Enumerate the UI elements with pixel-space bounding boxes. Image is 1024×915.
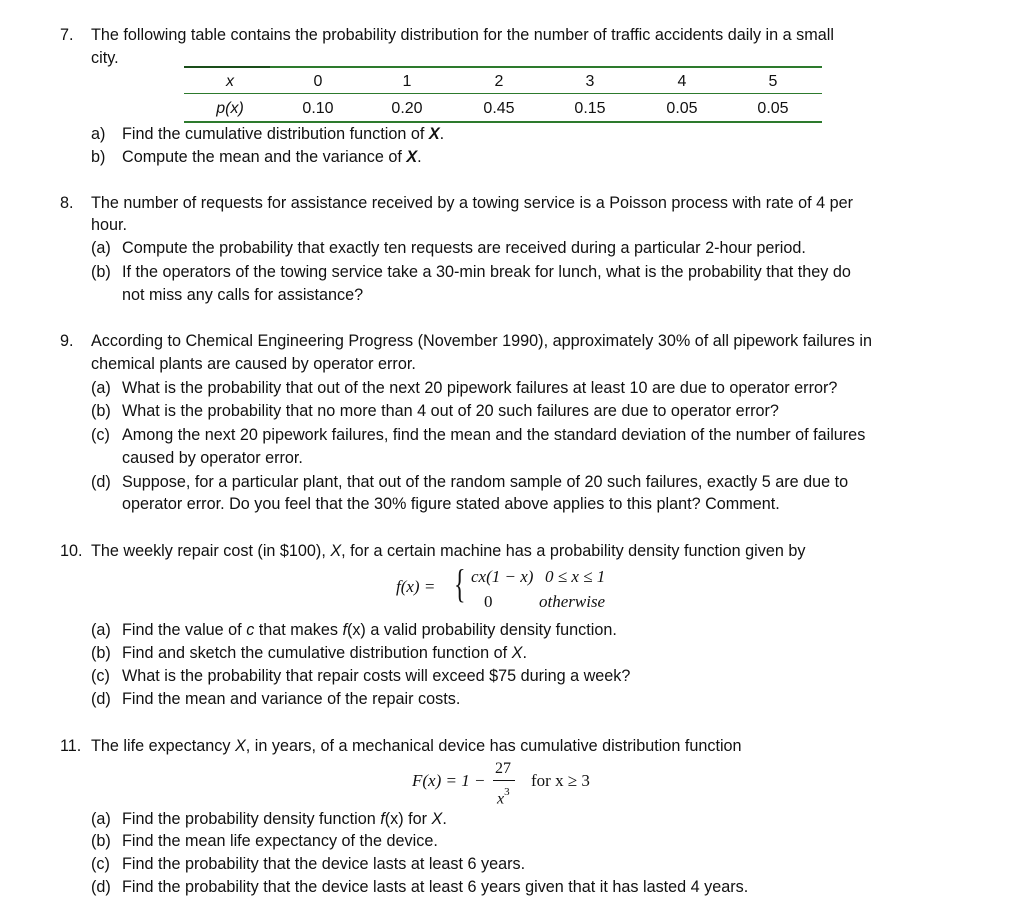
part-text-span: . (442, 810, 447, 828)
formula-denominator (497, 784, 510, 809)
formula-lhs: f(x) = (396, 577, 436, 596)
question-number: 8. (60, 194, 74, 212)
table-cell: 0.10 (302, 100, 334, 117)
question-text-span: The life expectancy (91, 737, 235, 755)
table-cell: 0.05 (757, 100, 789, 117)
part-label: (d) (91, 878, 111, 896)
part-text-span: Find the probability density function (122, 810, 381, 828)
formula-condition: for x ≥ 3 (531, 771, 590, 790)
formula-lhs: F(x) = 1 − (412, 771, 486, 790)
part-text-span: (x) for (384, 810, 432, 828)
question-number: 10. (60, 542, 83, 560)
part-text-span: . (439, 125, 445, 143)
variable: X (330, 542, 342, 560)
question-text: The number of requests for assistance received by a towing service is a Poisson process with rate of 4 per (91, 194, 854, 212)
fraction-bar (493, 780, 515, 781)
part-text: operator error. Do you feel that the 30% figure stated above applies to this plant? Comment. (122, 495, 780, 513)
part-label: a) (91, 125, 106, 143)
table-cell: 5 (768, 73, 778, 90)
part-text: Find the probability that the device lasts at least 6 years. (122, 855, 526, 873)
formula-case-expr: cx(1 − x) (471, 567, 534, 586)
variable: X (431, 810, 443, 828)
table-cell: 0.15 (574, 100, 606, 117)
question-number: 9. (60, 332, 74, 350)
question-text: According to Chemical Engineering Progress (November 1990), approximately 30% of all pipework failures in (91, 332, 872, 350)
part-text-span: Find the value of (122, 621, 247, 639)
part-text: Compute the probability that exactly ten requests are received during a particular 2-hour period. (122, 239, 806, 257)
part-text (122, 808, 447, 830)
variable: X (428, 125, 440, 143)
part-text-span: Find the cumulative distribution function of (122, 125, 429, 143)
question-text: hour. (91, 216, 128, 234)
table-cell: 0.45 (483, 100, 515, 117)
part-label: (c) (91, 855, 110, 873)
question-text: The following table contains the probability distribution for the number of traffic accidents daily in a small (91, 26, 834, 44)
part-label: (b) (91, 644, 111, 662)
formula-case-cond: 0 ≤ x ≤ 1 (545, 567, 606, 586)
part-label: (c) (91, 667, 110, 685)
part-text (122, 619, 617, 641)
table-header-x: x (226, 73, 234, 90)
part-text-span: Compute the mean and the variance of (122, 148, 407, 166)
part-text (122, 642, 527, 664)
variable: X (511, 644, 523, 662)
variable: f (342, 621, 347, 639)
variable: c (246, 621, 255, 639)
variable: f (380, 810, 385, 828)
formula-exponent: 3 (504, 786, 510, 798)
question-text: city. (91, 49, 119, 67)
table-rule (184, 66, 270, 68)
part-label: (b) (91, 832, 111, 850)
question-text-span: , in years, of a mechanical device has cumulative distribution function (245, 737, 742, 755)
part-text: Find the probability that the device lasts at least 6 years given that it has lasted 4 years. (122, 878, 749, 896)
formula-denominator-base: x (497, 790, 505, 808)
question-text-span: , for a certain machine has a probability density function given by (341, 542, 806, 560)
question-text (91, 735, 742, 757)
part-text (122, 123, 444, 145)
question-text-span: The weekly repair cost (in $100), (91, 542, 331, 560)
part-text: not miss any calls for assistance? (122, 286, 364, 304)
table-cell: 4 (677, 73, 687, 90)
table-cell: 0.05 (666, 100, 698, 117)
part-label: (d) (91, 473, 111, 491)
part-label: (d) (91, 690, 111, 708)
part-label: (b) (91, 402, 111, 420)
part-text-span: (x) a valid probability density function. (346, 621, 617, 639)
part-label: (a) (91, 239, 111, 257)
table-cell: 0 (313, 73, 323, 90)
brace: { (454, 561, 466, 606)
part-text-span: Find and sketch the cumulative distribution function of (122, 644, 512, 662)
variable: X (234, 737, 246, 755)
part-text: What is the probability that repair costs will exceed $75 during a week? (122, 667, 631, 685)
part-label: (a) (91, 810, 111, 828)
question-text (91, 540, 805, 562)
formula-numerator: 27 (495, 760, 511, 777)
part-label: (c) (91, 426, 110, 444)
variable: X (406, 148, 418, 166)
part-text-span: . (417, 148, 422, 166)
question-text: chemical plants are caused by operator error. (91, 355, 416, 373)
table-cell: 0.20 (391, 100, 423, 117)
part-text: What is the probability that out of the next 20 pipework failures at least 10 are due to operator error? (122, 379, 838, 397)
part-text: Among the next 20 pipework failures, find the mean and the standard deviation of the number of failures (122, 426, 866, 444)
part-text: caused by operator error. (122, 449, 303, 467)
formula-case-cond: otherwise (539, 592, 606, 611)
table-cell: 1 (402, 73, 412, 90)
formula-case-expr: 0 (484, 592, 493, 611)
part-text: Suppose, for a particular plant, that out of the random sample of 20 such failures, exactly 5 are due to (122, 473, 849, 491)
part-label: (b) (91, 263, 111, 281)
table-cell: 2 (494, 73, 504, 90)
part-text: Find the mean life expectancy of the device. (122, 832, 438, 850)
question-number: 7. (60, 26, 74, 44)
table-cell: 3 (585, 73, 595, 90)
part-label: (a) (91, 379, 111, 397)
question-number: 11. (60, 737, 82, 755)
part-text: What is the probability that no more than 4 out of 20 such failures are due to operator error? (122, 402, 779, 420)
table-rule (184, 66, 822, 68)
table-header-px: p(x) (216, 100, 244, 117)
part-text: Find the mean and variance of the repair costs. (122, 690, 461, 708)
part-text: If the operators of the towing service take a 30-min break for lunch, what is the probability that they do (122, 263, 851, 281)
part-label: b) (91, 148, 106, 166)
part-text (122, 146, 422, 168)
part-text-span: . (522, 644, 527, 662)
part-text-span: that makes (254, 621, 343, 639)
part-label: (a) (91, 621, 111, 639)
table-rule (184, 93, 822, 94)
